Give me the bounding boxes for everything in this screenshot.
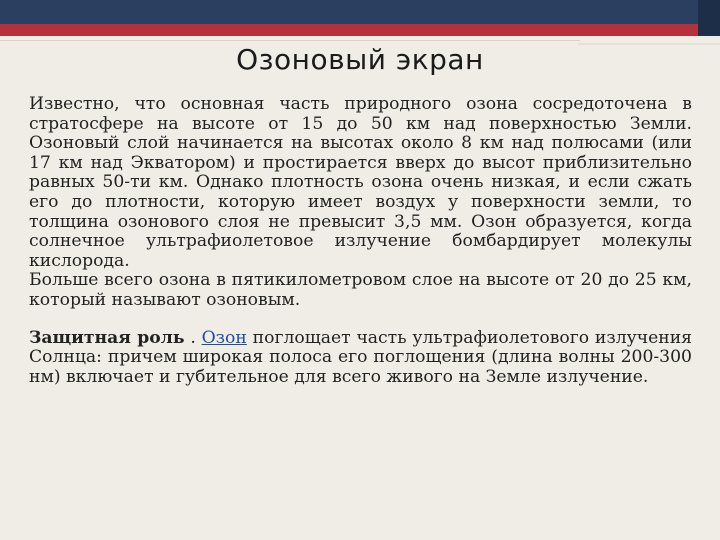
paragraph-protective-role bbox=[29, 329, 692, 388]
slide-body bbox=[29, 95, 692, 387]
header-corner-strip bbox=[698, 0, 720, 36]
slide-title: Озоновый экран bbox=[236, 43, 484, 76]
accent-bar bbox=[0, 24, 720, 36]
divider-line bbox=[0, 40, 580, 41]
paragraph-ozone-location: Известно, что основная часть природного озона сосредоточена в стратосфере на высоте от 15 до 50 км над поверхностью Земли. Озоновый слой начинается на высотах около 8 км над полюсами (или 17 км над Экватором) и простирается вверх до высот приблизительно равных 50-ти км. Однако плотность озона очень низкая, и если сжать его до плотности, которую имеет воздух у поверхности земли, то толщина озонового слоя не превысит 3,5 мм. Озон образуется, когда солнечное ультрафиолетовое излучение бомбардирует молекулы кислорода. bbox=[29, 94, 692, 271]
header-bar bbox=[0, 0, 720, 24]
separator: . bbox=[184, 327, 202, 348]
ozone-link[interactable]: Озон bbox=[201, 327, 247, 348]
paragraph-ozone-layer: Больше всего озона в пятикилометровом слое на высоте от 20 до 25 км, который называют озоновым. bbox=[29, 270, 692, 310]
protective-role-text: поглощает часть ультрафиолетового излучения Солнца: причем широкая полоса его поглощения (длина волны 200-300 нм) включает и губительное для всего живого на Земле излучение. bbox=[29, 327, 693, 387]
protective-role-heading: Защитная роль bbox=[29, 327, 185, 348]
